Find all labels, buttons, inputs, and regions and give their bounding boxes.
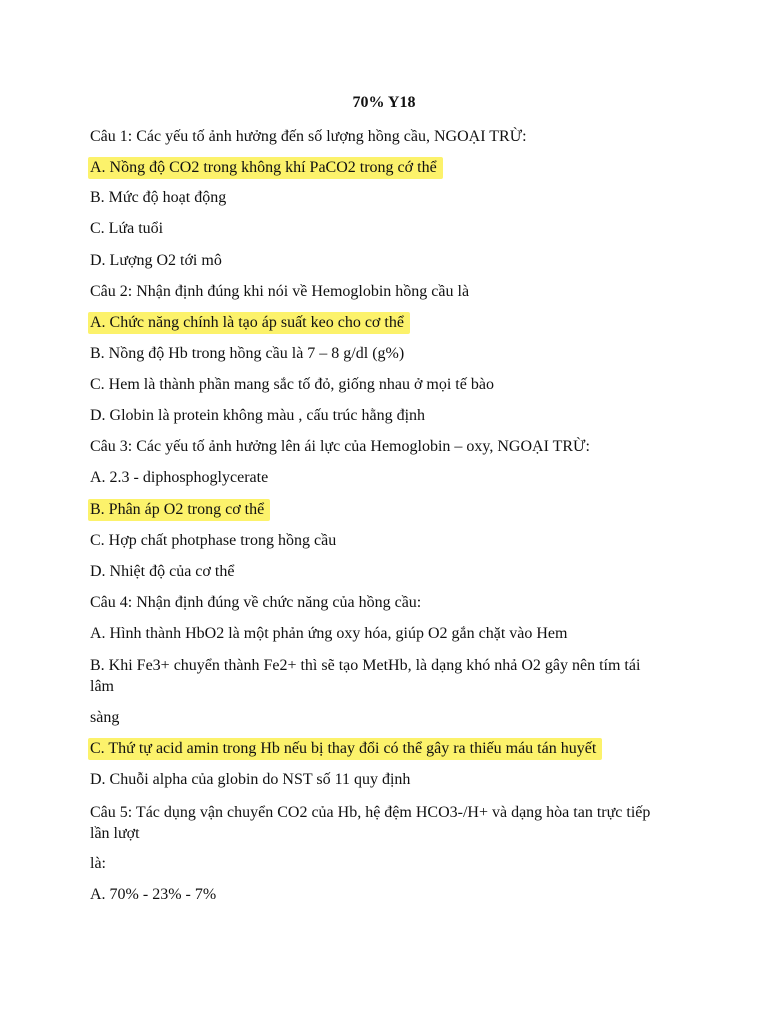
answer-1a xyxy=(90,158,443,178)
question-2 xyxy=(90,282,469,302)
line-text: Câu 3: Các yếu tố ảnh hưởng lên ái lực của Hemoglobin – oxy, NGOẠI TRỪ: xyxy=(90,438,590,455)
question-3 xyxy=(90,437,590,457)
question-5 xyxy=(90,802,665,844)
line-text: D. Lượng O2 tới mô xyxy=(90,252,222,269)
line-text: là: xyxy=(90,855,106,872)
line-text: Câu 4: Nhận định đúng về chức năng của hồng cầu: xyxy=(90,594,422,611)
answer-4b-continued xyxy=(90,708,119,728)
question-1 xyxy=(90,127,527,147)
question-4 xyxy=(90,593,421,613)
answer-2a xyxy=(90,313,410,333)
line-text: A. 70% - 23% - 7% xyxy=(90,886,217,903)
answer-1b xyxy=(90,188,226,208)
answer-2d xyxy=(90,406,425,426)
line-text: B. Mức độ hoạt động xyxy=(90,189,227,206)
line-text: Câu 5: Tác dụng vận chuyển CO2 của Hb, hệ đệm HCO3-/H+ và dạng hòa tan trực tiếp lần lượt xyxy=(90,804,651,842)
line-text: B. Nồng độ Hb trong hồng cầu là 7 – 8 g/dl (g%) xyxy=(90,345,405,362)
line-text: D. Globin là protein không màu , cấu trúc hằng định xyxy=(90,407,426,424)
answer-1d xyxy=(90,251,222,271)
highlighted-answer: B. Phân áp O2 trong cơ thể xyxy=(88,499,270,521)
line-text: C. Hợp chất photphase trong hồng cầu xyxy=(90,532,337,549)
line-text: A. Hình thành HbO2 là một phản ứng oxy hóa, giúp O2 gắn chặt vào Hem xyxy=(90,625,568,642)
highlighted-answer: A. Chức năng chính là tạo áp suất keo cho cơ thể xyxy=(88,312,410,334)
answer-2c xyxy=(90,375,494,395)
line-text: sàng xyxy=(90,709,120,726)
question-5-continued xyxy=(90,854,106,874)
line-text: B. Khi Fe3+ chuyển thành Fe2+ thì sẽ tạo MetHb, là dạng khó nhả O2 gây nên tím tái lâm xyxy=(90,657,641,695)
line-text: Câu 2: Nhận định đúng khi nói về Hemoglobin hồng cầu là xyxy=(90,283,470,300)
answer-5a xyxy=(90,885,216,905)
answer-3d xyxy=(90,562,234,582)
answer-3b xyxy=(90,500,270,520)
answer-3a xyxy=(90,468,268,488)
line-text: Câu 1: Các yếu tố ảnh hưởng đến số lượng hồng cầu, NGOẠI TRỪ: xyxy=(90,128,527,145)
answer-3c xyxy=(90,531,336,551)
highlighted-answer: A. Nồng độ CO2 trong không khí PaCO2 trong cớ thể xyxy=(88,157,443,179)
line-text: C. Hem là thành phần mang sắc tố đỏ, giống nhau ở mọi tế bào xyxy=(90,376,494,393)
highlighted-answer: C. Thứ tự acid amin trong Hb nếu bị thay đổi có thể gây ra thiếu máu tán huyết xyxy=(88,738,602,760)
answer-1c xyxy=(90,219,163,239)
answer-4d xyxy=(90,770,410,790)
answer-4c xyxy=(90,739,602,759)
answer-2b xyxy=(90,344,404,364)
answer-4a xyxy=(90,624,567,644)
page-title: 70% Y18 xyxy=(352,94,416,111)
answer-4b xyxy=(90,655,665,697)
line-text: A. 2.3 - diphosphoglycerate xyxy=(90,469,269,486)
line-text: D. Chuỗi alpha của globin do NST số 11 quy định xyxy=(90,771,411,788)
line-text: D. Nhiệt độ của cơ thể xyxy=(90,563,235,580)
line-text: C. Lứa tuổi xyxy=(90,220,164,237)
